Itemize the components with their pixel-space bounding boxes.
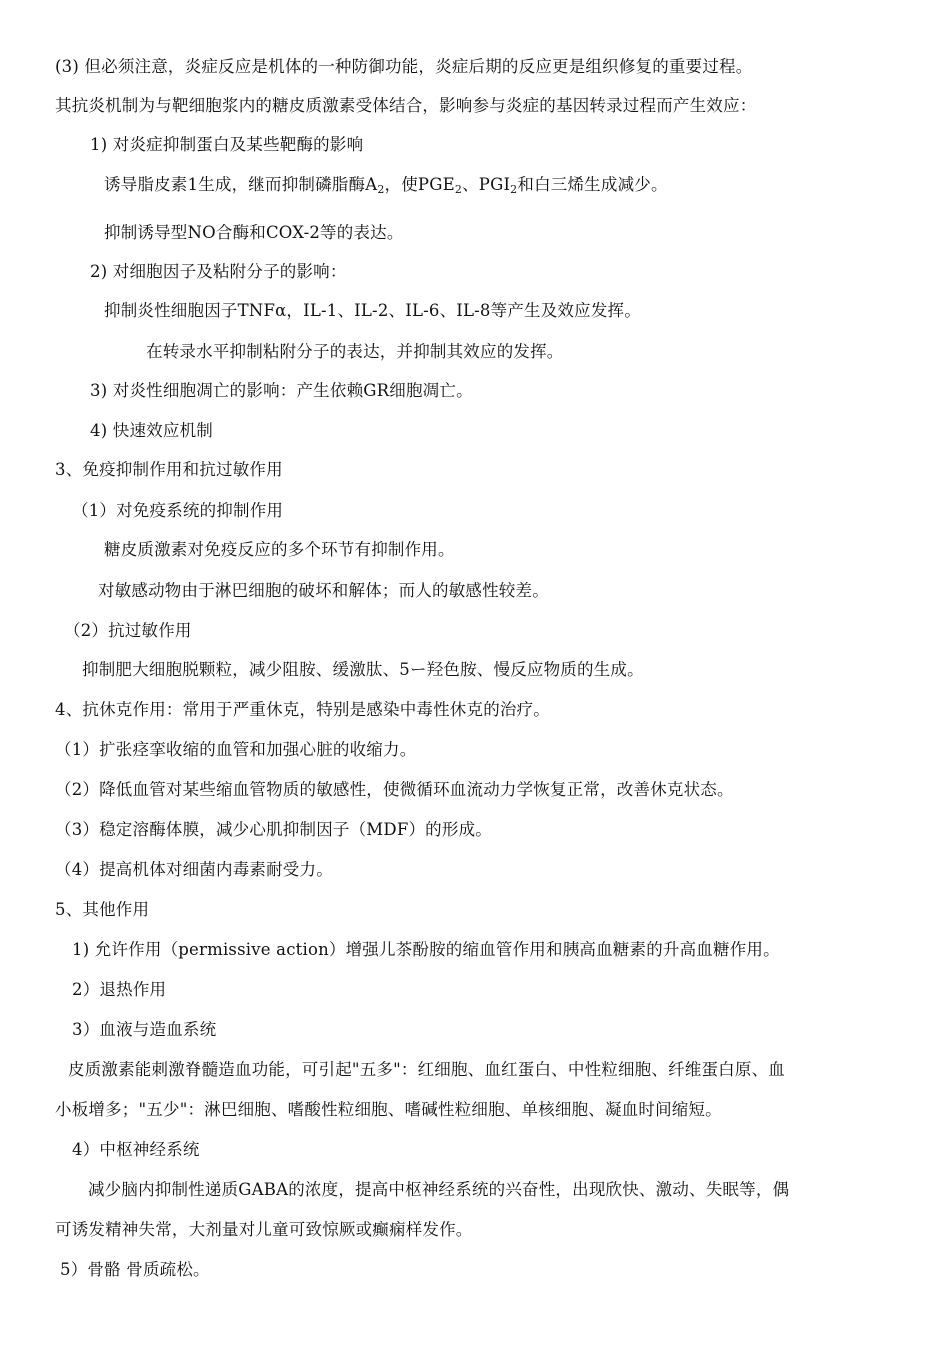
text-line-13: 糖皮质激素对免疫反应的多个环节有抑制作用。 (104, 540, 455, 559)
text-line-24: 2）退热作用 (72, 980, 167, 999)
text-line-3: 1) 对炎症抑制蛋白及某些靶酶的影响 (90, 135, 364, 154)
text-line-16: 抑制肥大细胞脱颗粒，减少阻胺、缓激肽、5ー羟色胺、慢反应物质的生成。 (82, 660, 644, 679)
text-line-15: （2）抗过敏作用 (64, 621, 192, 640)
text-line-2: 其抗炎机制为与靶细胞浆内的糖皮质激素受体结合，影响参与炎症的基因转录过程而产生效应： (55, 96, 757, 115)
text-line-17: 4、抗休克作用：常用于严重休克，特别是感染中毒性休克的治疗。 (55, 700, 550, 719)
text-line-1: (3) 但必须注意，炎症反应是机体的一种防御功能，炎症后期的反应更是组织修复的重要过程。 (55, 57, 753, 76)
text-line-26: 皮质激素能刺激脊髓造血功能，可引起"五多"：红细胞、血红蛋白、中性粒细胞、纤维蛋白原、血 (68, 1060, 785, 1079)
text-line-25: 3）血液与造血系统 (72, 1020, 217, 1039)
text-line-12: （1）对免疫系统的抑制作用 (72, 501, 284, 520)
text-line-10: 4) 快速效应机制 (90, 421, 213, 440)
text-line-11: 3、免疫抑制作用和抗过敏作用 (55, 460, 283, 479)
text-line-22: 5、其他作用 (55, 900, 150, 919)
text-line-30: 可诱发精神失常，大剂量对儿童可致惊厥或癫痫样发作。 (55, 1220, 473, 1239)
text-line-9: 3) 对炎性细胞凋亡的影响：产生依赖GR细胞凋亡。 (90, 381, 473, 400)
text-line-27: 小板增多；"五少"：淋巴细胞、嗜酸性粒细胞、嗜碱性粒细胞、单核细胞、凝血时间缩短。 (55, 1100, 722, 1119)
text-line-21: （4）提高机体对细菌内毒素耐受力。 (55, 860, 333, 879)
text-line-20: （3）稳定溶酶体膜，减少心肌抑制因子（MDF）的形成。 (55, 820, 492, 839)
text-line-31: 5）骨骼 骨质疏松。 (60, 1260, 210, 1279)
text-line-19: （2）降低血管对某些缩血管物质的敏感性，使微循环血流动力学恢复正常，改善休克状态。 (55, 780, 734, 799)
text-line-5: 抑制诱导型NO合酶和COX-2等的表达。 (104, 223, 404, 242)
text-line-7: 抑制炎性细胞因子TNFα，IL-1、IL-2、IL-6、IL-8等产生及效应发挥。 (104, 301, 641, 320)
text-line-6: 2) 对细胞因子及粘附分子的影响： (90, 262, 347, 281)
text-line-4: 诱导脂皮素1生成，继而抑制磷脂酶$A_2$，使$PGE_2$、$PGI_2$和白三烯生成减少。 (104, 175, 668, 196)
text-line-28: 4）中枢神经系统 (72, 1140, 200, 1159)
text-line-18: （1）扩张痉挛收缩的血管和加强心脏的收缩力。 (55, 740, 417, 759)
text-line-23: 1) 允许作用（permissive action）增强儿茶酚胺的缩血管作用和胰高血糖素的升高血糖作用。 (72, 940, 780, 959)
text-line-29: 减少脑内抑制性递质GABA的浓度，提高中枢神经系统的兴奋性，出现欣快、激动、失眠等，偶 (88, 1180, 790, 1199)
text-line-14: 对敏感动物由于淋巴细胞的破坏和解体；而人的敏感性较差。 (98, 581, 549, 600)
text-line-8: 在转录水平抑制粘附分子的表达，并抑制其效应的发挥。 (146, 342, 564, 361)
